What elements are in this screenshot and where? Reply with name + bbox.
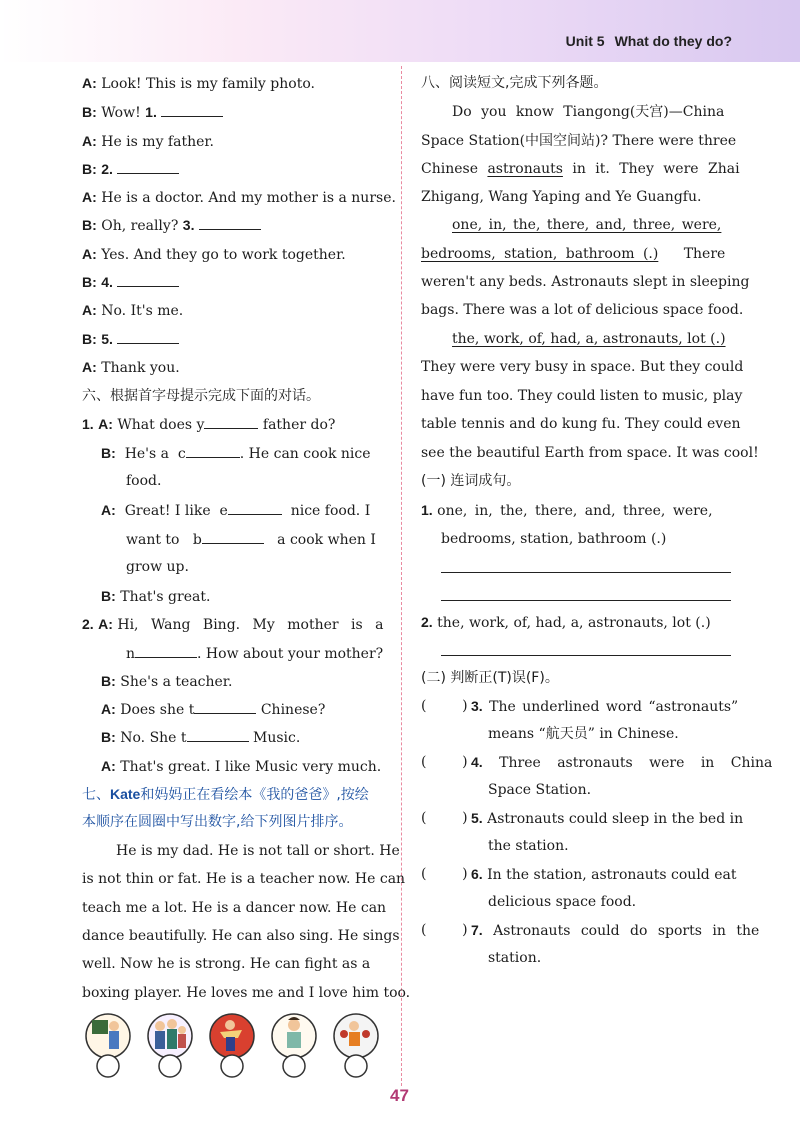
tf-item-cont: the station. [488, 838, 569, 854]
q2-line: A: That's great. I like Music very much. [101, 758, 382, 775]
page-number: 47 [390, 1086, 409, 1105]
tf-paren[interactable]: ( ) [421, 922, 468, 938]
scrambled-sentence-1: one, in, the, there, and, three, were, [452, 217, 722, 233]
tf-paren[interactable]: ( ) [421, 754, 468, 770]
order-circle[interactable] [97, 1055, 119, 1077]
order-circle[interactable] [221, 1055, 243, 1077]
passage-line: teach me a lot. He is a dancer now. He can [82, 900, 387, 916]
q8-2: 2. the, work, of, had, a, astronauts, lot (.) [421, 614, 711, 631]
family-picture [146, 1008, 194, 1080]
tf-item-cont: delicious space food. [488, 894, 637, 910]
q8-1: 1. one, in, the, there, and, three, were, [421, 502, 713, 519]
dialogue-line: A: No. It's me. [82, 302, 184, 319]
underlined-word: astronauts [487, 161, 563, 177]
answer-line[interactable] [441, 572, 731, 573]
tf-item: 6. In the station, astronauts could eat [471, 866, 737, 883]
dialogue-line: B: Wow! 1. [82, 102, 223, 123]
dancer-picture [208, 1008, 256, 1080]
order-circle[interactable] [345, 1055, 367, 1077]
passage-line: dance beautifully. He can also sing. He sings [82, 928, 400, 944]
answer-blank[interactable] [117, 329, 179, 344]
reading-line: bags. There was a lot of delicious space food. [421, 302, 744, 318]
q8-1-cont: bedrooms, station, bathroom (.) [441, 531, 667, 547]
dialogue-line: B: Oh, really? 3. [82, 215, 261, 236]
tf-paren[interactable]: ( ) [421, 698, 468, 714]
reading-line: see the beautiful Earth from space. It was cool! [421, 445, 759, 461]
q1-line: food. [126, 473, 162, 489]
reading-line: weren't any beds. Astronauts slept in sleeping [421, 274, 750, 290]
answer-blank[interactable] [135, 643, 197, 658]
tf-item-cont: station. [488, 950, 542, 966]
reading-line: table tennis and do kung fu. They could even [421, 416, 741, 432]
answer-blank[interactable] [186, 443, 240, 458]
section-7-heading: 七、Kate和妈妈正在看绘本《我的爸爸》,按绘 [82, 786, 369, 803]
q1-line: A: Great! I like e nice food. I [101, 502, 371, 519]
column-divider [401, 66, 402, 1086]
answer-blank[interactable] [199, 215, 261, 230]
section-8-heading: 八、阅读短文,完成下列各题。 [421, 75, 608, 91]
scrambled-sentence-2: the, work, of, had, a, astronauts, lot (.) [452, 331, 726, 347]
reading-line: have fun too. They could listen to music, play [421, 388, 743, 404]
answer-line[interactable] [441, 655, 731, 656]
dialogue-line: B: 5. [82, 329, 179, 350]
dialogue-line: A: He is my father. [82, 133, 214, 150]
passage-line: is not thin or fat. He is a teacher now. He can [82, 871, 406, 887]
reading-line: Do you know Tiangong(天宫)—China [452, 104, 725, 120]
answer-blank[interactable] [117, 272, 179, 287]
dialogue-line: A: Thank you. [82, 359, 180, 376]
passage-line: boxing player. He loves me and I love him too. [82, 985, 411, 1001]
dialogue-line: A: He is a doctor. And my mother is a nurse. [82, 189, 396, 206]
part-2-heading: (二) 判断正(T)误(F)。 [421, 670, 559, 686]
dialogue-line: A: Yes. And they go to work together. [82, 246, 346, 263]
q2-line: B: She's a teacher. [101, 673, 233, 690]
q1-line: 1. A: What does y father do? [82, 416, 336, 433]
singer-picture [270, 1008, 318, 1080]
reading-line: They were very busy in space. But they could [421, 359, 744, 375]
tf-item: 3. The underlined word “astronauts” [471, 698, 739, 715]
answer-blank[interactable] [161, 102, 223, 117]
q2-line: B: No. She t Music. [101, 729, 301, 746]
unit-title: Unit 5 What do they do? [565, 33, 732, 49]
answer-blank[interactable] [194, 699, 256, 714]
answer-blank[interactable] [228, 500, 282, 515]
tf-item: 4. Three astronauts were in China [471, 754, 773, 771]
reading-line: Zhigang, Wang Yaping and Ye Guangfu. [421, 189, 702, 205]
answer-blank[interactable] [117, 159, 179, 174]
boxer-picture [332, 1008, 380, 1080]
teacher-picture [84, 1008, 132, 1080]
section-7-heading-line2: 本顺序在圆圈中写出数字,给下列图片排序。 [82, 814, 353, 830]
order-circle[interactable] [159, 1055, 181, 1077]
q1-line: grow up. [126, 559, 189, 575]
dialogue-line: B: 2. [82, 159, 179, 180]
tf-paren[interactable]: ( ) [421, 810, 468, 826]
tf-item: 7. Astronauts could do sports in the [471, 922, 760, 939]
tf-item: 5. Astronauts could sleep in the bed in [471, 810, 744, 827]
tf-item-cont: Space Station. [488, 782, 592, 798]
q2-line: 2. A: Hi, Wang Bing. My mother is a [82, 616, 384, 633]
passage-line: well. Now he is strong. He can fight as a [82, 956, 371, 972]
section-6-heading: 六、根据首字母提示完成下面的对话。 [82, 388, 320, 404]
answer-blank[interactable] [187, 727, 249, 742]
answer-blank[interactable] [204, 414, 258, 429]
header-band [0, 0, 800, 62]
scrambled-sentence-1: bedrooms, station, bathroom (.) There [421, 246, 726, 262]
q2-line: A: Does she t Chinese? [101, 701, 326, 718]
reading-line: Chinese astronauts in it. They were Zhai [421, 161, 740, 177]
q1-line: want to b a cook when I [126, 529, 376, 550]
dialogue-line: B: 4. [82, 272, 179, 293]
dialogue-line: A: Look! This is my family photo. [82, 75, 315, 92]
tf-paren[interactable]: ( ) [421, 866, 468, 882]
tf-item-cont: means “航天员” in Chinese. [488, 726, 679, 742]
q2-line: n . How about your mother? [126, 643, 383, 664]
answer-line[interactable] [441, 600, 731, 601]
q1-line: B: He's a c . He can cook nice [101, 445, 371, 462]
passage-line: He is my dad. He is not tall or short. He [116, 843, 400, 859]
reading-line: Space Station(中国空间站)? There were three [421, 133, 737, 149]
answer-blank[interactable] [202, 529, 264, 544]
part-1-heading: (一) 连词成句。 [421, 473, 521, 489]
order-circle[interactable] [283, 1055, 305, 1077]
q1-line: B: That's great. [101, 588, 211, 605]
